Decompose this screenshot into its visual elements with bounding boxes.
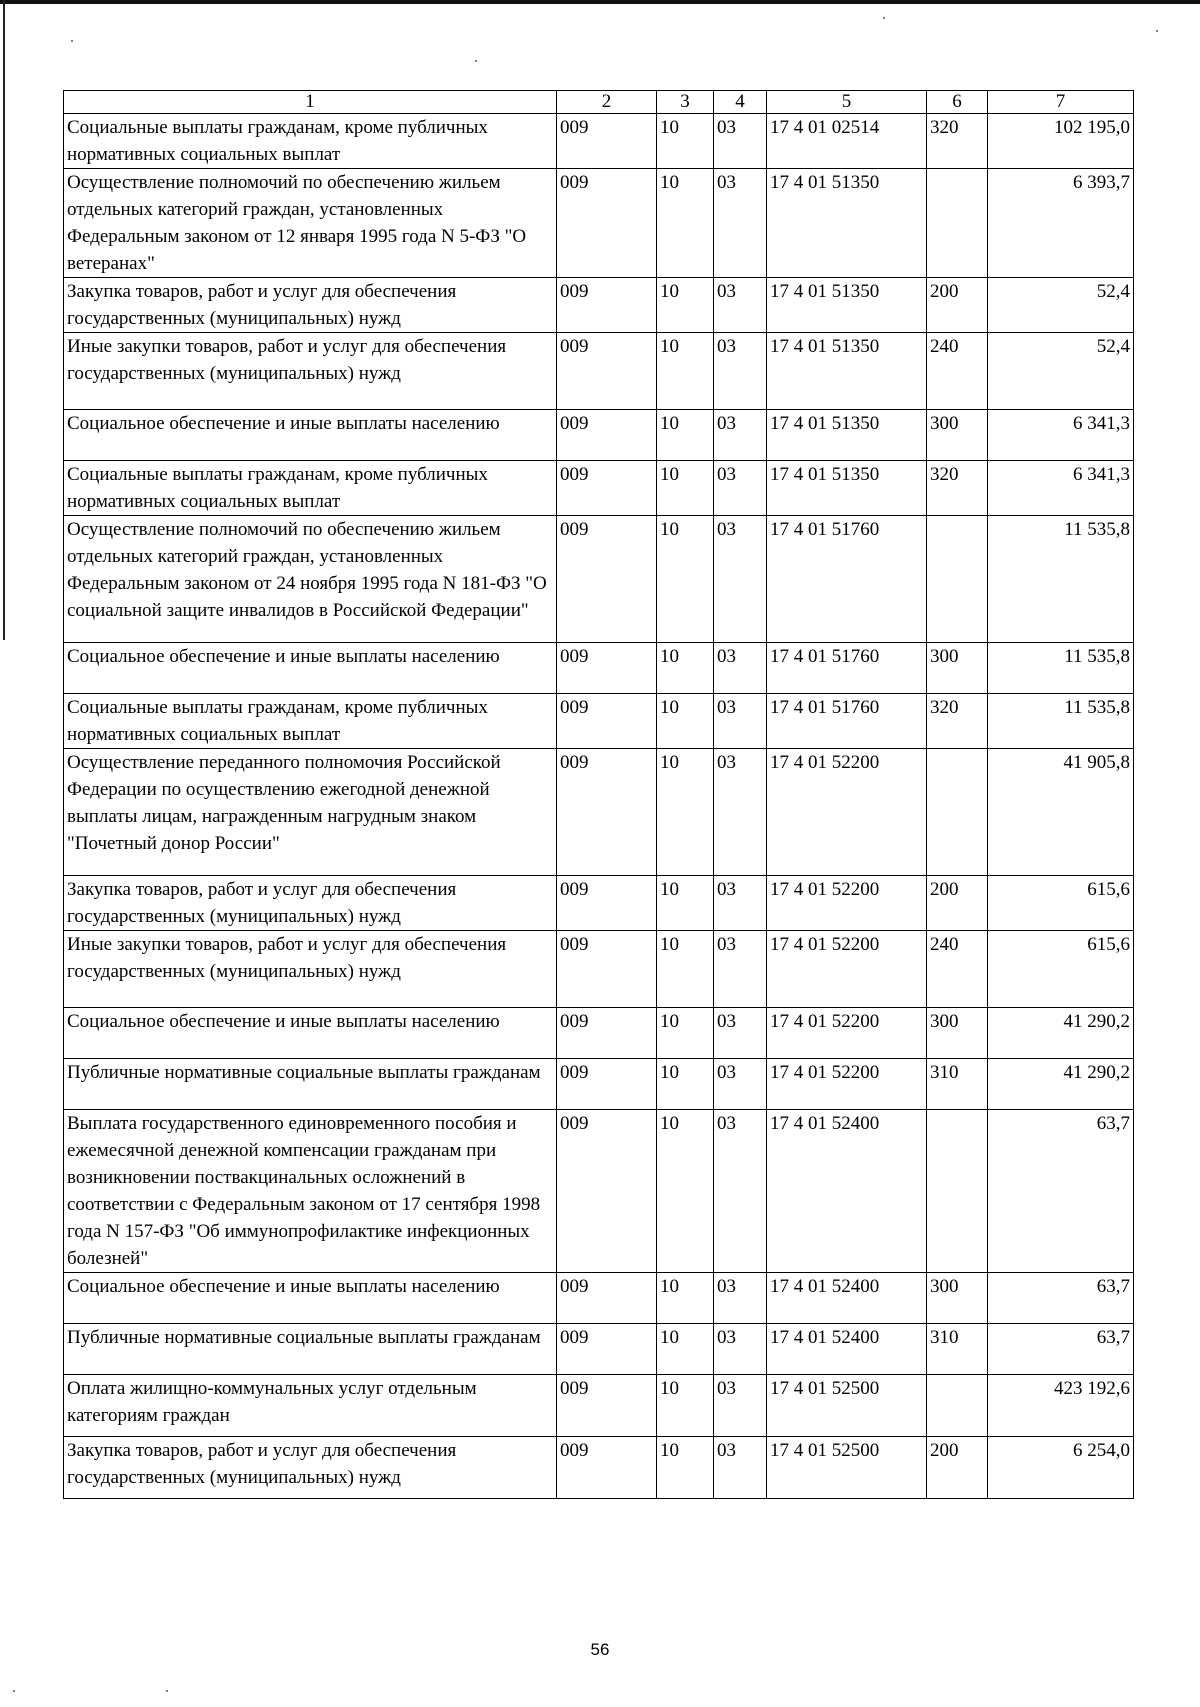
row-expense-type-cell: 200: [927, 876, 988, 931]
row-code-cell: 009: [557, 931, 657, 1008]
table-row: [64, 1437, 1134, 1499]
row-target-article-cell: 17 4 01 51760: [767, 694, 927, 749]
column-header: 5: [767, 91, 927, 114]
row-subsection-cell: 03: [714, 278, 767, 333]
table-row: [64, 1059, 1134, 1110]
row-target-article-cell: 17 4 01 52400: [767, 1324, 927, 1375]
row-name-cell: Выплата государственного единовременного пособия и ежемесячной денежной компенсации гражданам при возникновении поствакцинальных осложнений в соответствии с Федеральным законом от 17 сентября 1998 года N 157-ФЗ "Об иммунопрофилактике инфекционных болезней": [64, 1110, 557, 1273]
row-name-cell: Публичные нормативные социальные выплаты гражданам: [64, 1059, 557, 1110]
row-name-cell: Социальное обеспечение и иные выплаты населению: [64, 410, 557, 461]
row-expense-type-cell: 240: [927, 333, 988, 410]
row-name-cell: Осуществление переданного полномочия Российской Федерации по осуществлению ежегодной денежной выплаты лицам, награжденным нагрудным знаком "Почетный донор России": [64, 749, 557, 876]
row-target-article-cell: 17 4 01 52200: [767, 876, 927, 931]
column-header: 7: [988, 91, 1134, 114]
row-expense-type-cell: 320: [927, 461, 988, 516]
row-expense-type-cell: [927, 1375, 988, 1437]
row-name-cell: Закупка товаров, работ и услуг для обеспечения государственных (муниципальных) нужд: [64, 278, 557, 333]
row-expense-type-cell: 200: [927, 278, 988, 333]
row-target-article-cell: 17 4 01 51350: [767, 410, 927, 461]
row-section-cell: 10: [657, 169, 714, 278]
row-target-article-cell: 17 4 01 51760: [767, 643, 927, 694]
row-code-cell: 009: [557, 516, 657, 643]
row-amount-cell: 423 192,6: [988, 1375, 1134, 1437]
row-target-article-cell: 17 4 01 52500: [767, 1437, 927, 1499]
row-subsection-cell: 03: [714, 461, 767, 516]
row-section-cell: 10: [657, 694, 714, 749]
column-header: 6: [927, 91, 988, 114]
row-name-cell: Социальное обеспечение и иные выплаты населению: [64, 1273, 557, 1324]
left-scan-edge: [3, 0, 5, 640]
row-amount-cell: 11 535,8: [988, 643, 1134, 694]
row-section-cell: 10: [657, 1375, 714, 1437]
row-name-cell: Закупка товаров, работ и услуг для обеспечения государственных (муниципальных) нужд: [64, 1437, 557, 1499]
row-code-cell: 009: [557, 749, 657, 876]
row-subsection-cell: 03: [714, 694, 767, 749]
row-code-cell: 009: [557, 169, 657, 278]
row-expense-type-cell: 240: [927, 931, 988, 1008]
table-header-row: [64, 91, 1134, 114]
row-expense-type-cell: 310: [927, 1324, 988, 1375]
scan-speck: [475, 60, 477, 62]
row-section-cell: 10: [657, 643, 714, 694]
row-code-cell: 009: [557, 278, 657, 333]
row-subsection-cell: 03: [714, 931, 767, 1008]
table-row: [64, 1375, 1134, 1437]
row-subsection-cell: 03: [714, 410, 767, 461]
row-amount-cell: 63,7: [988, 1273, 1134, 1324]
row-subsection-cell: 03: [714, 1437, 767, 1499]
column-header: 4: [714, 91, 767, 114]
row-amount-cell: 6 341,3: [988, 461, 1134, 516]
row-code-cell: 009: [557, 114, 657, 169]
row-amount-cell: 52,4: [988, 333, 1134, 410]
row-name-cell: Осуществление полномочий по обеспечению жильем отдельных категорий граждан, установленных Федеральным законом от 12 января 1995 года N 5-ФЗ "О ветеранах": [64, 169, 557, 278]
table-row: [64, 114, 1134, 169]
budget-table: [63, 90, 1134, 1499]
row-name-cell: Оплата жилищно-коммунальных услуг отдельным категориям граждан: [64, 1375, 557, 1437]
row-target-article-cell: 17 4 01 51350: [767, 169, 927, 278]
row-code-cell: 009: [557, 876, 657, 931]
row-expense-type-cell: [927, 749, 988, 876]
row-target-article-cell: 17 4 01 51350: [767, 461, 927, 516]
row-expense-type-cell: 320: [927, 114, 988, 169]
scan-speck: [166, 1690, 168, 1692]
row-subsection-cell: 03: [714, 1110, 767, 1273]
row-expense-type-cell: 300: [927, 410, 988, 461]
row-name-cell: Социальное обеспечение и иные выплаты населению: [64, 1008, 557, 1059]
row-target-article-cell: 17 4 01 52200: [767, 1059, 927, 1110]
row-expense-type-cell: 300: [927, 643, 988, 694]
row-name-cell: Осуществление полномочий по обеспечению жильем отдельных категорий граждан, установленных Федеральным законом от 24 ноября 1995 года N 181-ФЗ "О социальной защите инвалидов в Российской Федерации": [64, 516, 557, 643]
row-name-cell: Социальные выплаты гражданам, кроме публичных нормативных социальных выплат: [64, 694, 557, 749]
scan-speck: [883, 17, 885, 19]
row-amount-cell: 11 535,8: [988, 516, 1134, 643]
table-row: [64, 749, 1134, 876]
row-section-cell: 10: [657, 114, 714, 169]
row-amount-cell: 6 341,3: [988, 410, 1134, 461]
row-name-cell: Иные закупки товаров, работ и услуг для обеспечения государственных (муниципальных) нужд: [64, 931, 557, 1008]
row-section-cell: 10: [657, 1059, 714, 1110]
row-section-cell: 10: [657, 1273, 714, 1324]
row-amount-cell: 41 905,8: [988, 749, 1134, 876]
row-section-cell: 10: [657, 1437, 714, 1499]
row-expense-type-cell: 300: [927, 1273, 988, 1324]
row-subsection-cell: 03: [714, 114, 767, 169]
table-row: [64, 1324, 1134, 1375]
row-amount-cell: 102 195,0: [988, 114, 1134, 169]
row-target-article-cell: 17 4 01 51350: [767, 278, 927, 333]
row-section-cell: 10: [657, 516, 714, 643]
row-subsection-cell: 03: [714, 1059, 767, 1110]
table-row: [64, 333, 1134, 410]
column-header: 3: [657, 91, 714, 114]
row-expense-type-cell: [927, 169, 988, 278]
row-subsection-cell: 03: [714, 643, 767, 694]
row-expense-type-cell: 310: [927, 1059, 988, 1110]
row-code-cell: 009: [557, 1324, 657, 1375]
row-amount-cell: 52,4: [988, 278, 1134, 333]
row-amount-cell: 63,7: [988, 1324, 1134, 1375]
row-subsection-cell: 03: [714, 333, 767, 410]
row-code-cell: 009: [557, 1059, 657, 1110]
row-subsection-cell: 03: [714, 749, 767, 876]
table-row: [64, 1008, 1134, 1059]
row-name-cell: Иные закупки товаров, работ и услуг для обеспечения государственных (муниципальных) нужд: [64, 333, 557, 410]
table-row: [64, 931, 1134, 1008]
row-subsection-cell: 03: [714, 169, 767, 278]
row-target-article-cell: 17 4 01 52500: [767, 1375, 927, 1437]
row-section-cell: 10: [657, 410, 714, 461]
row-section-cell: 10: [657, 278, 714, 333]
table-row: [64, 1273, 1134, 1324]
table-row: [64, 643, 1134, 694]
row-section-cell: 10: [657, 931, 714, 1008]
row-target-article-cell: 17 4 01 51350: [767, 333, 927, 410]
row-amount-cell: 63,7: [988, 1110, 1134, 1273]
scan-speck: [1156, 30, 1158, 32]
row-amount-cell: 41 290,2: [988, 1008, 1134, 1059]
scan-speck: [71, 40, 73, 42]
row-section-cell: 10: [657, 749, 714, 876]
row-target-article-cell: 17 4 01 52400: [767, 1110, 927, 1273]
row-target-article-cell: 17 4 01 52200: [767, 931, 927, 1008]
row-section-cell: 10: [657, 461, 714, 516]
row-code-cell: 009: [557, 1008, 657, 1059]
top-border-line: [0, 0, 1200, 4]
row-target-article-cell: 17 4 01 52400: [767, 1273, 927, 1324]
row-code-cell: 009: [557, 410, 657, 461]
row-section-cell: 10: [657, 1110, 714, 1273]
row-subsection-cell: 03: [714, 516, 767, 643]
row-name-cell: Социальное обеспечение и иные выплаты населению: [64, 643, 557, 694]
table-row: [64, 694, 1134, 749]
row-name-cell: Социальные выплаты гражданам, кроме публичных нормативных социальных выплат: [64, 114, 557, 169]
row-expense-type-cell: [927, 1110, 988, 1273]
row-expense-type-cell: 300: [927, 1008, 988, 1059]
row-expense-type-cell: [927, 516, 988, 643]
table-row: [64, 876, 1134, 931]
row-code-cell: 009: [557, 1110, 657, 1273]
row-subsection-cell: 03: [714, 876, 767, 931]
row-code-cell: 009: [557, 1273, 657, 1324]
row-target-article-cell: 17 4 01 52200: [767, 749, 927, 876]
row-amount-cell: 6 254,0: [988, 1437, 1134, 1499]
table-row: [64, 516, 1134, 643]
table-row: [64, 278, 1134, 333]
table-row: [64, 1110, 1134, 1273]
row-target-article-cell: 17 4 01 51760: [767, 516, 927, 643]
row-code-cell: 009: [557, 694, 657, 749]
row-name-cell: Социальные выплаты гражданам, кроме публичных нормативных социальных выплат: [64, 461, 557, 516]
row-expense-type-cell: 200: [927, 1437, 988, 1499]
page-number: 56: [590, 1640, 610, 1659]
row-code-cell: 009: [557, 461, 657, 516]
row-code-cell: 009: [557, 333, 657, 410]
row-amount-cell: 615,6: [988, 876, 1134, 931]
row-code-cell: 009: [557, 1375, 657, 1437]
row-name-cell: Закупка товаров, работ и услуг для обеспечения государственных (муниципальных) нужд: [64, 876, 557, 931]
table-row: [64, 410, 1134, 461]
row-target-article-cell: 17 4 01 52200: [767, 1008, 927, 1059]
table-row: [64, 169, 1134, 278]
row-target-article-cell: 17 4 01 02514: [767, 114, 927, 169]
row-section-cell: 10: [657, 1324, 714, 1375]
table-body: [64, 114, 1134, 1499]
row-subsection-cell: 03: [714, 1273, 767, 1324]
row-name-cell: Публичные нормативные социальные выплаты гражданам: [64, 1324, 557, 1375]
row-code-cell: 009: [557, 1437, 657, 1499]
row-amount-cell: 41 290,2: [988, 1059, 1134, 1110]
row-amount-cell: 6 393,7: [988, 169, 1134, 278]
row-section-cell: 10: [657, 1008, 714, 1059]
row-subsection-cell: 03: [714, 1375, 767, 1437]
row-amount-cell: 11 535,8: [988, 694, 1134, 749]
row-subsection-cell: 03: [714, 1324, 767, 1375]
row-expense-type-cell: 320: [927, 694, 988, 749]
row-amount-cell: 615,6: [988, 931, 1134, 1008]
row-section-cell: 10: [657, 876, 714, 931]
row-subsection-cell: 03: [714, 1008, 767, 1059]
scan-speck: [13, 1690, 15, 1692]
row-code-cell: 009: [557, 643, 657, 694]
column-header: 2: [557, 91, 657, 114]
row-section-cell: 10: [657, 333, 714, 410]
table-row: [64, 461, 1134, 516]
column-header: 1: [64, 91, 557, 114]
